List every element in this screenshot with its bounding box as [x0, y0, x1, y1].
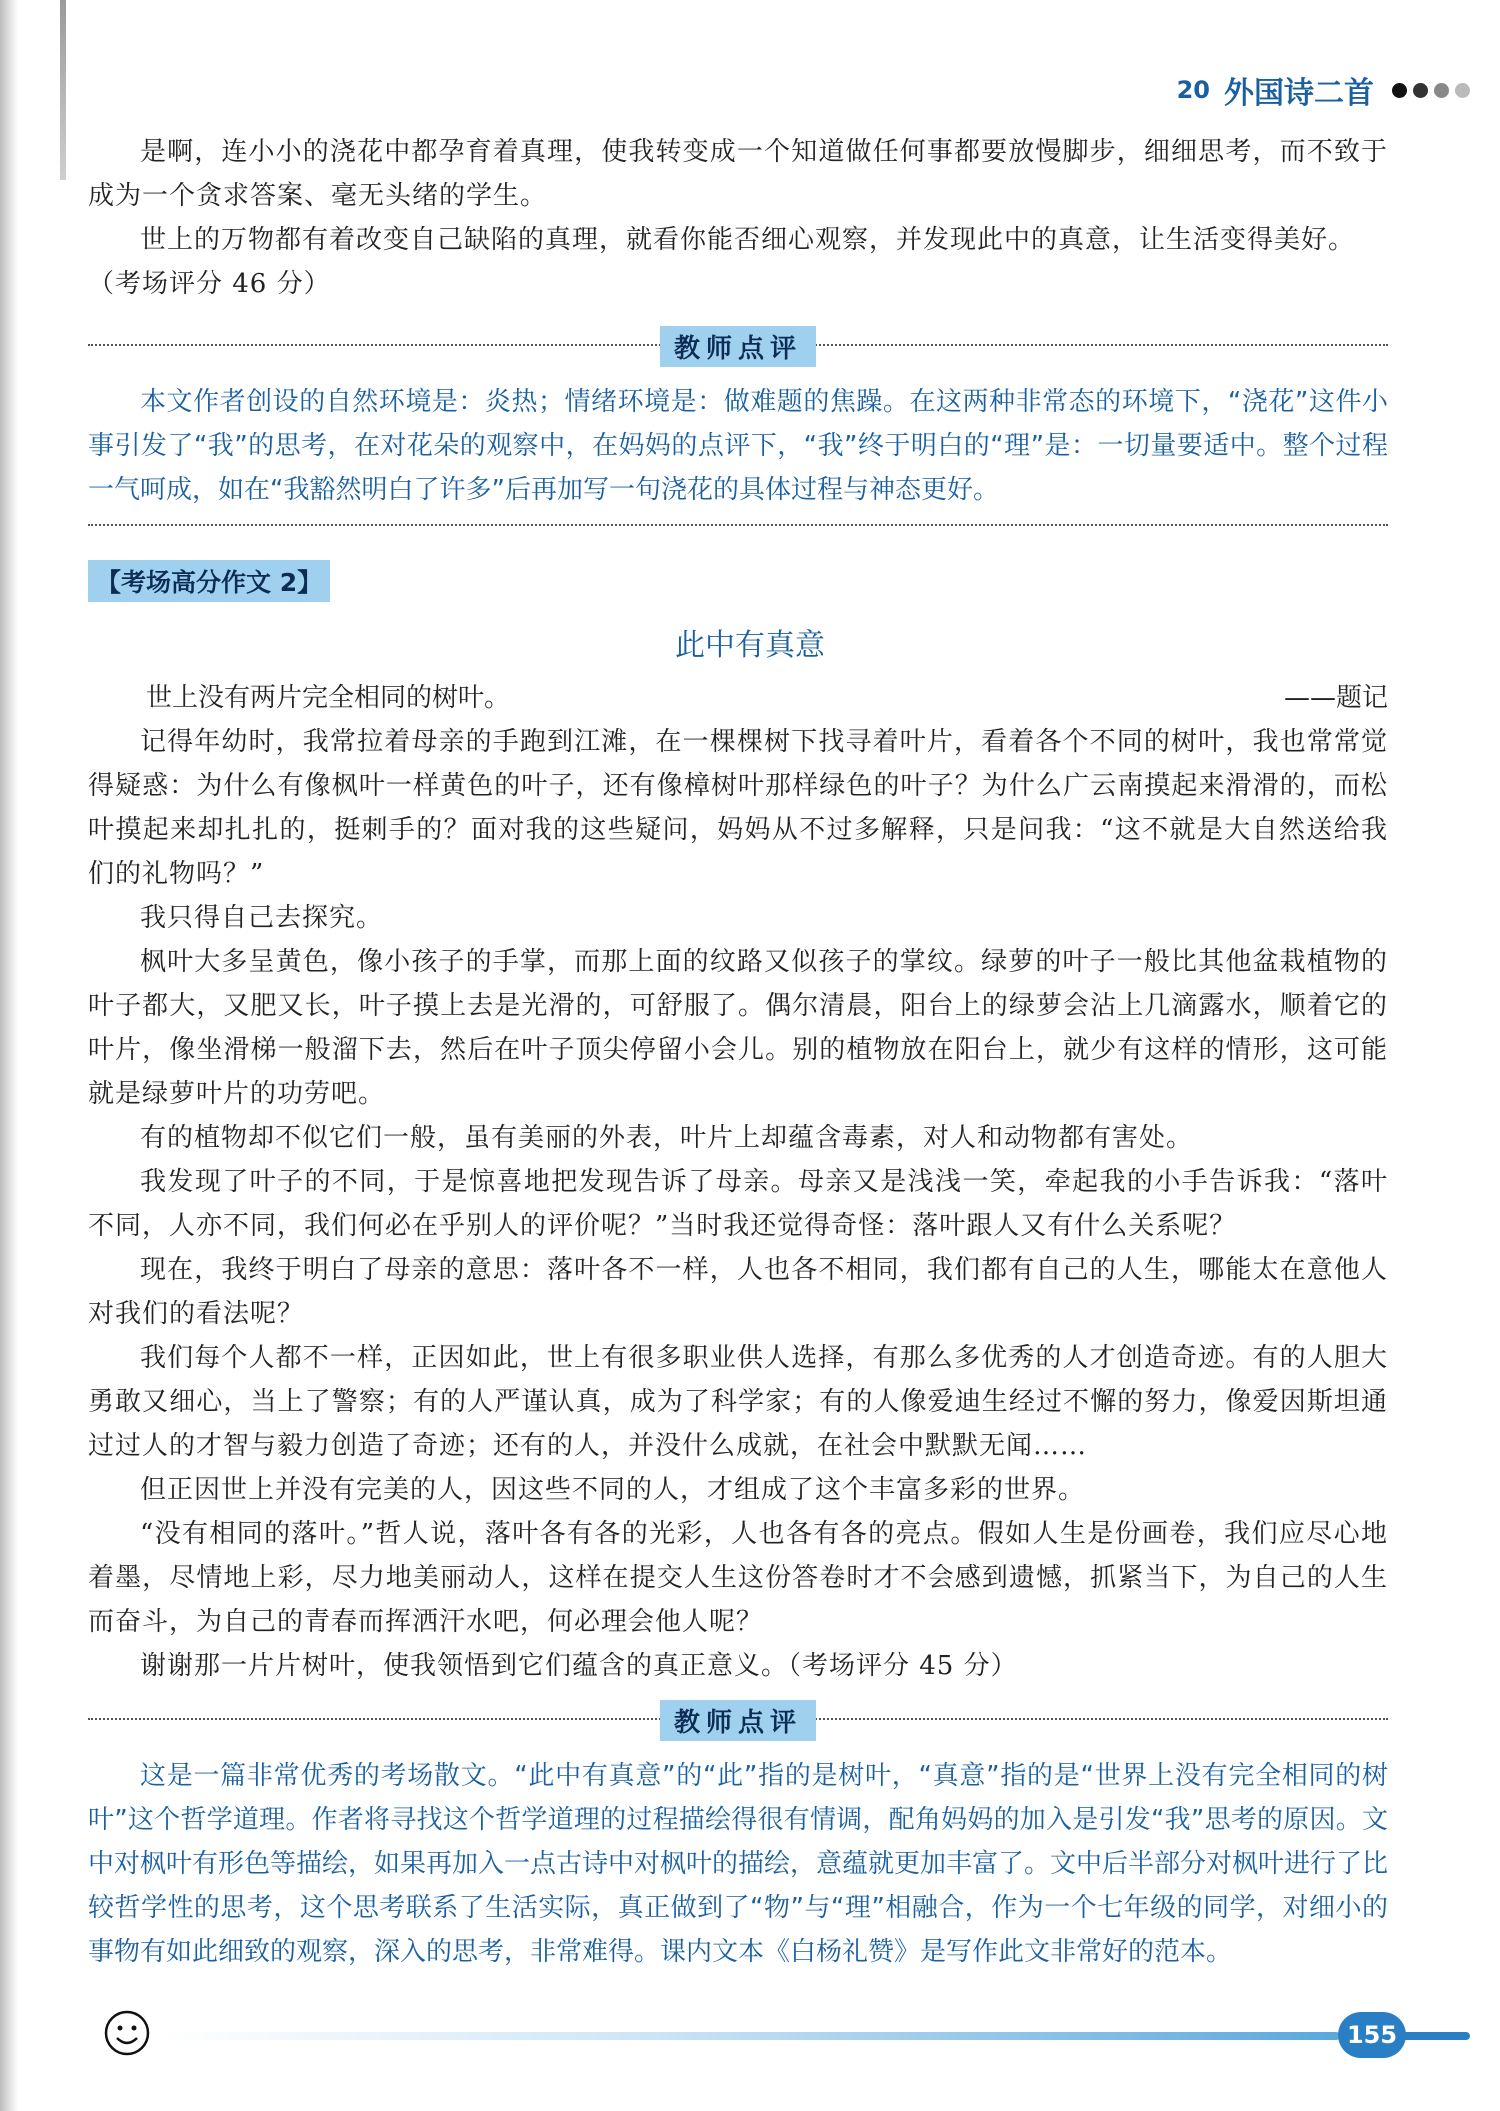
page-number: 155 [1338, 2012, 1406, 2058]
essay-paragraph: 谢谢那一片片树叶，使我领悟到它们蕴含的真正意义。（考场评分 45 分） [140, 1651, 1018, 1681]
teacher-comment-2 [88, 1754, 1388, 1974]
top-paragraph: 世上的万物都有着改变自己缺陷的真理，就看你能否细心观察，并发现此中的真意，让生活变得美好。 [140, 225, 1356, 255]
page-spine-shadow [0, 0, 18, 2111]
header-dots-decoration [1392, 83, 1470, 98]
chapter-title: 外国诗二首 [1224, 76, 1374, 111]
footer-decoration-bar-end [1400, 2032, 1470, 2040]
essay-paragraph: 枫叶大多呈黄色，像小孩子的手掌，而那上面的纹路又似孩子的掌纹。绿萝的叶子一般比其他盆栽植物的叶子都大，又肥又长，叶子摸上去是光滑的，可舒服了。偶尔清晨，阳台上的绿萝会沾上几滴露水，顺着它的叶片，像坐滑梯一般溜下去，然后在叶子顶尖停留小会儿。别的植物放在阳台上，就少有这样的情形，这可能就是绿萝叶片的功劳吧。 [88, 947, 1388, 1109]
comment-divider [88, 1698, 1388, 1738]
essay-paragraph: 记得年幼时，我常拉着母亲的手跑到江滩，在一棵棵树下找寻着叶片，看着各个不同的树叶，我也常常觉得疑惑：为什么有像枫叶一样黄色的叶子，还有像樟树叶那样绿色的叶子？为什么广云南摸起来滑滑的，而松叶摸起来却扎扎的，挺刺手的？面对我的这些疑问，妈妈从不过多解释，只是问我：“这不就是大自然送给我们的礼物吗？” [88, 727, 1388, 889]
epigraph-text: 世上没有两片完全相同的树叶。 [146, 683, 511, 713]
essay-paragraph: 有的植物却不似它们一般，虽有美丽的外表，叶片上却蕴含毒素，对人和动物都有害处。 [140, 1123, 1194, 1153]
essay-title: 此中有真意 [675, 628, 825, 663]
chapter-number: 20 [1176, 76, 1210, 104]
essay-paragraph: 我发现了叶子的不同，于是惊喜地把发现告诉了母亲。母亲又是浅浅一笑，牵起我的小手告诉我：“落叶不同，人亦不同，我们何必在乎别人的评价呢？”当时我还觉得奇怪：落叶跟人又有什么关系呢？ [88, 1167, 1388, 1241]
essay-paragraph: 我们每个人都不一样，正因如此，世上有很多职业供人选择，有那么多优秀的人才创造奇迹。有的人胆大勇敢又细心，当上了警察；有的人严谨认真，成为了科学家；有的人像爱迪生经过不懈的努力，像爱因斯坦通过过人的才智与毅力创造了奇迹；还有的人，并没什么成就，在社会中默默无闻…… [88, 1343, 1388, 1461]
essay-paragraph: 我只得自己去探究。 [140, 903, 384, 933]
essay-paragraph: 但正因世上并没有完美的人，因这些不同的人，才组成了这个丰富多彩的世界。 [140, 1475, 1086, 1505]
page-header [1177, 68, 1470, 112]
teacher-comment-text: 本文作者创设的自然环境是：炎热；情绪环境是：做难题的焦躁。在这两种非常态的环境下，“浇花”这件小事引发了“我”的思考，在对花朵的观察中，在妈妈的点评下，“我”终于明白的“理”是：一切量要适中。整个过程一气呵成，如在“我豁然明白了许多”后再加写一句浇花的具体过程与神态更好。 [88, 387, 1388, 505]
essay-paragraph: 现在，我终于明白了母亲的意思：落叶各不一样，人也各不相同，我们都有自己的人生，哪能太在意他人对我们的看法呢？ [88, 1255, 1388, 1329]
section-tag: 【考场高分作文 2】 [88, 560, 330, 602]
teacher-comment-label: 教师点评 [660, 1700, 816, 1741]
teacher-comment-label: 教师点评 [660, 326, 816, 367]
score-note: （考场评分 46 分） [88, 269, 331, 299]
teacher-comment-1 [88, 380, 1388, 512]
epigraph-attribution: ——题记 [1283, 683, 1388, 713]
essay-paragraph: “没有相同的落叶。”哲人说，落叶各有各的光彩，人也各有各的亮点。假如人生是份画卷，我们应尽心地着墨，尽情地上彩，尽力地美丽动人，这样在提交人生这份答卷时才不会感到遗憾，抓紧当下，为自己的人生而奋斗，为自己的青春而挥洒汗水吧，何必理会他人呢？ [88, 1519, 1388, 1637]
smiley-icon [102, 2008, 152, 2058]
essay-body [88, 720, 1388, 1688]
page-edge-mark [60, 0, 66, 180]
footer-decoration-bar [160, 2032, 1340, 2040]
top-paragraph: 是啊，连小小的浇花中都孕育着真理，使我转变成一个知道做任何事都要放慢脚步，细细思考，而不致于成为一个贪求答案、毫无头绪的学生。 [88, 137, 1388, 211]
comment-divider [88, 324, 1388, 364]
teacher-comment-text: 这是一篇非常优秀的考场散文。“此中有真意”的“此”指的是树叶，“真意”指的是“世界上没有完全相同的树叶”这个哲学道理。作者将寻找这个哲学道理的过程描绘得很有情调，配角妈妈的加入是引发“我”思考的原因。文中对枫叶有形色等描绘，如果再加入一点古诗中对枫叶的描绘，意蕴就更加丰富了。文中后半部分对枫叶进行了比较哲学性的思考，这个思考联系了生活实际，真正做到了“物”与“理”相融合，作为一个七年级的同学，对细小的事物有如此细致的观察，深入的思考，非常难得。课内文本《白杨礼赞》是写作此文非常好的范本。 [88, 1761, 1389, 1967]
top-text-block [88, 130, 1388, 306]
comment-bottom-divider [88, 524, 1388, 526]
